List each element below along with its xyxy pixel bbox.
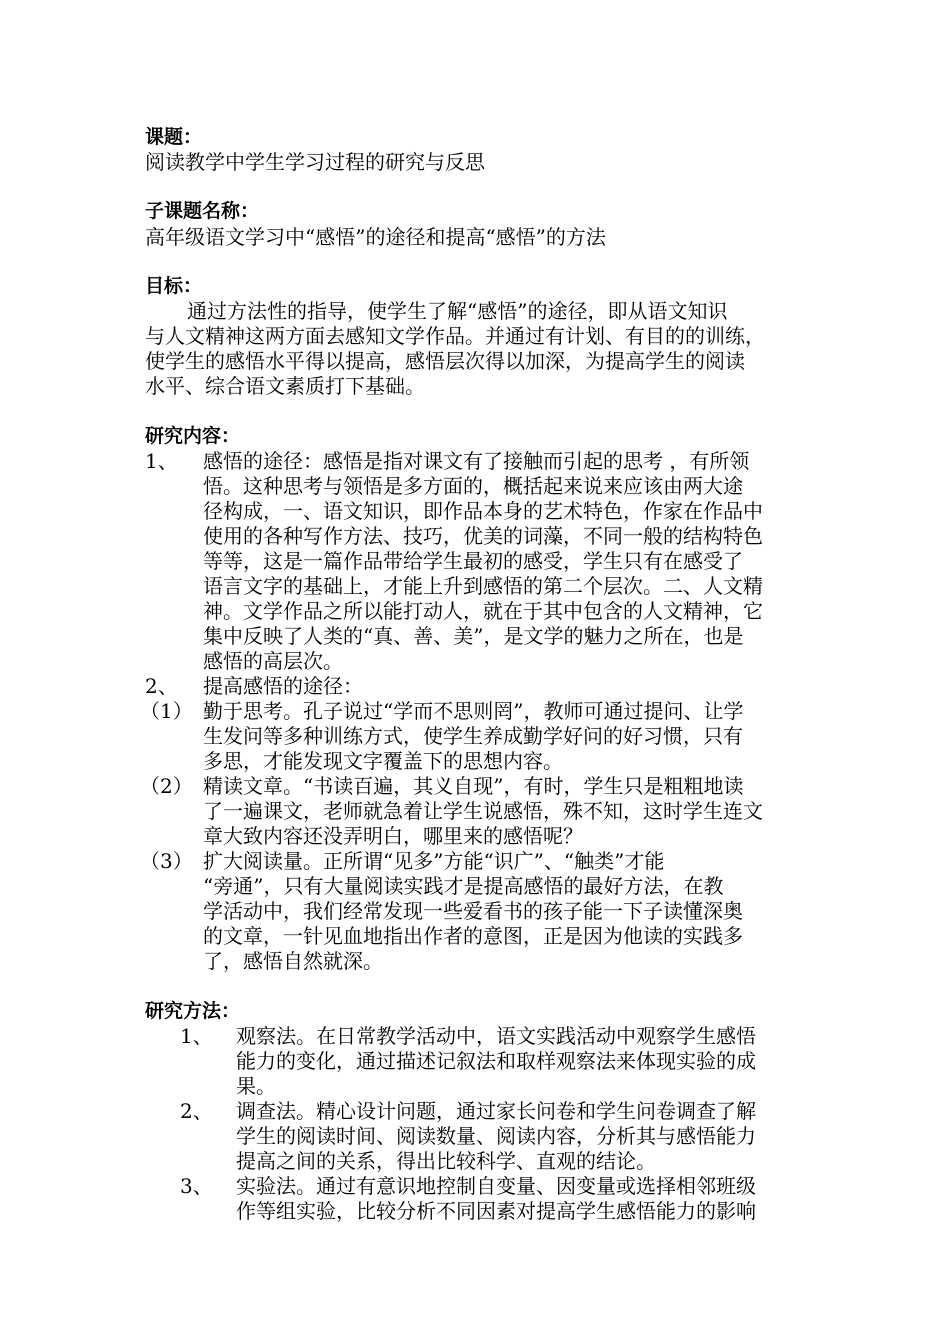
sublist-item-line: 精读文章。“书读百遍，其义自现”，有时，学生只是粗粗地读 (203, 774, 744, 798)
method-item-line: 果。 (236, 1074, 276, 1098)
list-item-line: 集中反映了人类的“真、善、美”，是文学的魅力之所在，也是 (203, 624, 744, 648)
subtopic-text: 高年级语文学习中“感悟”的途径和提高“感悟”的方法 (145, 225, 606, 249)
sublist-item-line: 生发问等多种训练方式，使学生养成勤学好问的好习惯，只有 (203, 724, 743, 748)
sublist-item-line: “旁通”，只有大量阅读实践才是提高感悟的最好方法，在教 (203, 874, 724, 898)
list-number: 2、 (145, 674, 178, 698)
list-item-line: 提高感悟的途径： (203, 674, 363, 698)
sublist-number: （1） (140, 699, 193, 723)
sublist-item-line: 的文章，一针见血地指出作者的意图，正是因为他读的实践多 (203, 924, 743, 948)
goal-heading: 目标： (145, 275, 203, 297)
sublist-item-line: 了，感悟自然就深。 (203, 949, 383, 973)
topic-text: 阅读教学中学生学习过程的研究与反思 (145, 150, 485, 174)
methods-heading: 研究方法： (145, 1000, 241, 1022)
goal-line: 水平、综合语文素质打下基础。 (145, 374, 425, 398)
list-item-line: 感悟的途径：感悟是指对课文有了接触而引起的思考 ，有所领 (203, 449, 750, 473)
list-item-line: 径构成，一、语文知识，即作品本身的艺术特色，作家在作品中 (203, 499, 763, 523)
goal-line: 与人文精神这两方面去感知文学作品。并通过有计划、有目的的训练， (145, 324, 765, 348)
list-item-line: 感悟的高层次。 (203, 649, 343, 673)
method-item-line: 学生的阅读时间、阅读数量、阅读内容，分析其与感悟能力 (236, 1124, 756, 1148)
list-number: 1、 (180, 1024, 213, 1048)
list-item-line: 使用的各种写作方法、技巧，优美的词藻，不同一般的结构特色 (203, 524, 763, 548)
list-number: 1、 (145, 449, 178, 473)
method-item-line: 观察法。在日常教学活动中，语文实践活动中观察学生感悟 (236, 1024, 756, 1048)
topic-heading: 课题： (145, 126, 203, 148)
sublist-number: （3） (140, 849, 193, 873)
sublist-item-line: 学活动中，我们经常发现一些爱看书的孩子能一下子读懂深奥 (203, 899, 743, 923)
method-item-line: 调查法。精心设计问题，通过家长问卷和学生问卷调查了解 (236, 1099, 756, 1123)
list-number: 2、 (180, 1099, 213, 1123)
list-item-line: 等等，这是一篇作品带给学生最初的感受，学生只有在感受了 (203, 549, 743, 573)
list-number: 3、 (180, 1174, 213, 1198)
sublist-item-line: 扩大阅读量。正所谓“见多”方能“识广”、“触类”才能 (203, 849, 665, 873)
list-item-line: 神。文学作品之所以能打动人，就在于其中包含的人文精神，它 (203, 599, 763, 623)
method-item-line: 提高之间的关系，得出比较科学、直观的结论。 (236, 1149, 656, 1173)
list-item-line: 悟。这种思考与领悟是多方面的，概括起来说来应该由两大途 (203, 474, 743, 498)
sublist-item-line: 勤于思考。孔子说过“学而不思则罔”，教师可通过提问、让学 (203, 699, 744, 723)
content-heading: 研究内容： (145, 425, 241, 447)
sublist-item-line: 了一遍课文，老师就急着让学生说感悟，殊不知，这时学生连文 (203, 799, 763, 823)
goal-line: 通过方法性的指导，使学生了解“感悟”的途径，即从语文知识 (187, 299, 728, 323)
method-item-line: 作等组实验，比较分析不同因素对提高学生感悟能力的影响 (236, 1199, 756, 1223)
sublist-number: （2） (140, 774, 193, 798)
list-item-line: 语言文字的基础上，才能上升到感悟的第二个层次。二、人文精 (203, 574, 763, 598)
subtopic-heading: 子课题名称： (145, 200, 260, 222)
sublist-item-line: 章大致内容还没弄明白，哪里来的感悟呢？ (203, 824, 583, 848)
method-item-line: 实验法。通过有意识地控制自变量、因变量或选择相邻班级 (236, 1174, 756, 1198)
method-item-line: 能力的变化，通过描述记叙法和取样观察法来体现实验的成 (236, 1049, 756, 1073)
goal-line: 使学生的感悟水平得以提高，感悟层次得以加深，为提高学生的阅读 (145, 349, 745, 373)
sublist-item-line: 多思，才能发现文字覆盖下的思想内容。 (203, 749, 563, 773)
